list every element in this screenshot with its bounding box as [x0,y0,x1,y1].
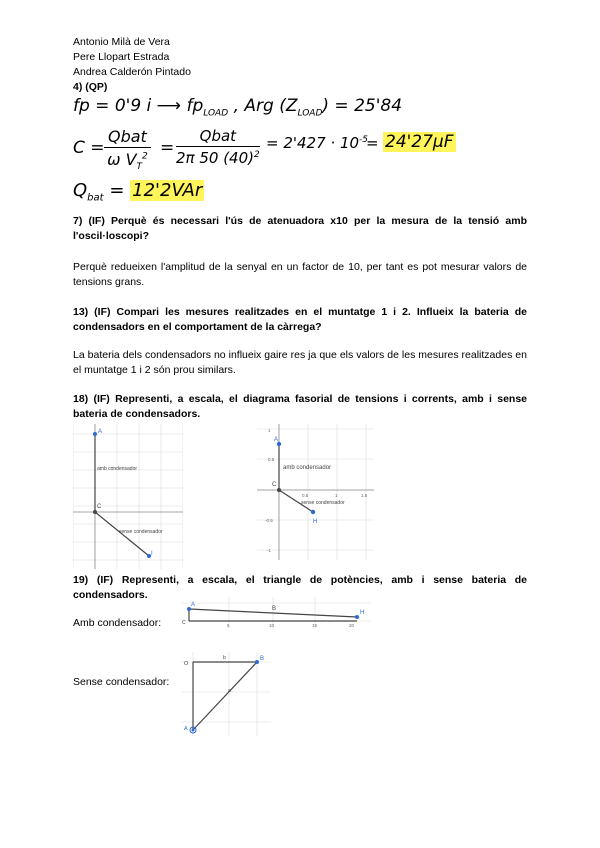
phasor-1-point-a [93,432,97,436]
phasor-1-label-c: C [97,504,102,510]
q4-arg-sub: LOAD [297,108,323,119]
power-sense-point-a-dot [192,729,195,732]
power-amb-tick-15: 15 [312,623,318,628]
phasor-1-point-c [93,510,97,514]
author-3: Andrea Calderón Pintado [73,66,191,78]
q13-answer: La bateria dels condensadors no influeix gaire res ja que els valors de les mesures realitzades en el muntatge 1 i 2 són prou similars. [73,349,527,376]
q4-arg: Arg (Z [244,96,298,116]
q7-answer: Perquè redueixen l'amplitud de la senyal en un factor de 10, per tant es pot mesurar valors de tensions grans. [73,261,527,288]
phasor-2-label-h: H [313,519,318,525]
power-amb-tick-10: 10 [269,623,275,628]
power-sense-label-o: O [184,661,189,667]
phasor-2-tick-15x: 1.5 [361,493,368,498]
q4-frac2-num: Qbat [176,127,260,147]
q4-fraction-1 [104,127,151,172]
phasor-2-tick-1x: 1 [335,493,338,498]
power-amb-label-c: C [182,620,186,626]
phasor-2-tick-05x: 0.5 [302,493,309,498]
power-amb-tick-20: 20 [349,623,355,628]
phasor-1-label-i: I [151,551,153,557]
q4-frac2-den: 2π 50 $(40)^2$ [176,149,260,167]
power-sense-label-b: b [223,655,226,661]
power-triangle-sense [181,652,271,736]
phasor-2-label-amb: amb condensador [283,465,332,471]
phasor-2-label-c: C [272,482,277,488]
q4-qbat-line: $Q_{bat} = 12'2VAr$ [73,180,203,204]
q4-eq-1: = [160,138,175,158]
power-sense-label-a-point: A [184,726,188,732]
phasor-plot-1 [73,424,183,569]
phasor-2-tick-m05: -0.5 [265,518,273,523]
phasor-1-label-amb: amb condensador [97,466,138,472]
power-amb-point-h [355,615,359,619]
phasor-plot-2-grid [257,424,374,560]
q4-capacitance-result: 24'27μF [385,132,454,152]
q18-question: 18) (IF) Representi, a escala, el diagrama fasorial de tensions i corrents, amb i sense bateria de condensadors. [73,393,527,420]
q4-c-label: C = [73,138,105,158]
q4-heading: 4) (QP) [73,81,108,93]
q4-fraction-2 [176,127,260,167]
phasor-1-label-a: A [98,429,103,435]
author-2: Pere Llopart Estrada [73,51,170,63]
phasor-2-tick-1y: 1 [268,428,271,433]
author-1: Antonio Milà de Vera [73,36,170,48]
q4-qbat-result: 12'2VAr [132,180,203,201]
q13-question: 13) (IF) Compari les mesures realitzades en el muntatge 1 i 2. Influeix la bateria de condensadors en el comportament de la càrrega? [73,306,527,333]
phasor-1-label-sense: sense condensador [119,529,163,535]
q4-line1 [73,96,402,118]
q4-frac1-num: Qbat [104,127,151,148]
power-sense-grid [181,652,271,736]
q4-arg-value: ) = 25'84 [322,96,403,116]
phasor-plot-2 [257,424,374,560]
phasor-2-point-h [311,510,315,514]
phasor-2-label-a: A [274,437,279,443]
power-sense-label-a: a [228,688,231,694]
q4-fp-load: fp [186,96,204,116]
power-amb-label-b: B [272,606,277,612]
power-sense-label-b-point: B [260,656,265,662]
q19-question: 19) (IF) Representi, a escala, el triangle de potències, amb i sense bateria de condensadors. [73,574,527,601]
power-amb-label-h: H [360,610,365,616]
q4-comma: , [233,96,239,116]
q4-fp-load-sub: LOAD [203,108,229,119]
power-amb-label-a: A [191,602,196,608]
power-sense-s-line [193,662,257,730]
q19-sense-label: Sense condensador: [73,676,170,688]
q4-frac1-den: ω $V_T^2$ [107,150,148,173]
phasor-2-tick-05y: 0.5 [268,457,275,462]
phasor-2-point-c [277,488,281,492]
power-amb-tick-5: 5 [227,623,230,628]
power-triangle-amb [181,597,371,629]
q4-value: = $2'427 \cdot 10^{-5}$ [266,134,369,152]
q4-fp-expression: fp = 0'9 i [73,96,152,116]
power-sense-point-b [255,660,259,664]
phasor-2-tick-m1: -1 [267,548,272,553]
q19-amb-label: Amb condensador: [73,617,162,629]
q4-eq-2: = [366,134,379,152]
q7-question: 7) (IF) Perquè és necessari l'ús de atenuadora x10 per la mesura de la tensió amb l'oscil·loscopi? [73,215,527,242]
phasor-plot-1-grid [73,424,183,569]
phasor-2-label-sense: sense condensador [301,500,345,506]
arrow-icon: ⟶ [156,96,182,116]
